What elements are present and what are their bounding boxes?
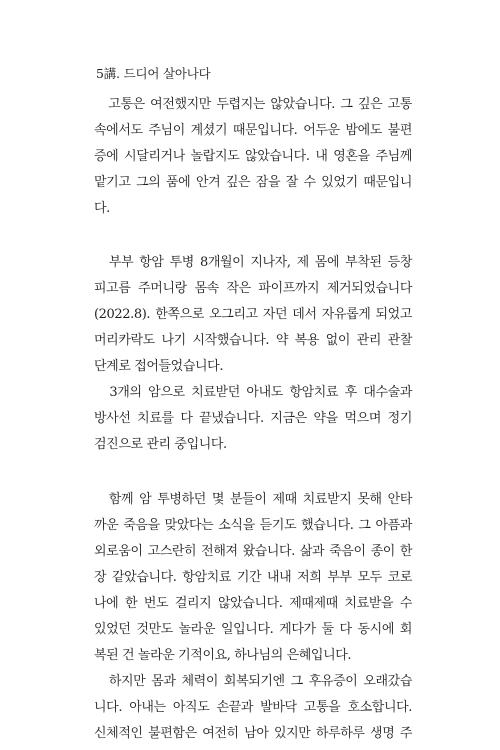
body-line: 함께 암 투병하던 몇 분들이 제때 치료받지 못해 안타 (94, 492, 412, 507)
body-line: 검진으로 관리 중입니다. (94, 437, 227, 452)
body-line: 외로움이 고스란히 전해져 왔습니다. 삶과 죽음이 종이 한 (94, 544, 412, 559)
body-line: 장 같았습니다. 항암치료 기간 내내 저희 부부 모두 코로 (94, 570, 412, 585)
body-line: 복된 건 놀라운 기적이요, 하나님의 은혜입니다. (94, 648, 352, 663)
body-line: 나에 한 번도 걸리지 않았습니다. 제때제때 치료받을 수 (94, 596, 412, 611)
body-line: 방사선 치료를 다 끝냈습니다. 지금은 약을 먹으며 정기 (94, 411, 412, 426)
chapter-title: 5講. 드디어 살아나다 (96, 66, 211, 81)
body-line: 맡기고 그의 품에 안겨 깊은 잠을 잘 수 있었기 때문입니 (94, 175, 412, 190)
body-line: (2022.8). 한쪽으로 오그리고 자던 데서 자유롭게 되었고 (94, 307, 412, 322)
body-line: 있었던 것만도 놀라운 일입니다. 게다가 둘 다 동시에 회 (94, 622, 412, 637)
body-line: 하지만 몸과 체력이 회복되기엔 그 후유증이 오래갔습 (94, 674, 412, 689)
body-line: 머리카락도 나기 시작했습니다. 약 복용 없이 관리 관찰 (94, 333, 412, 348)
body-line: 까운 죽음을 맞았다는 소식을 듣기도 했습니다. 그 아픔과 (94, 518, 412, 533)
body-line: 속에서도 주님이 계셨기 때문입니다. 어두운 밤에도 불편 (94, 123, 412, 138)
body-line: 신체적인 불편함은 여전히 남아 있지만 하루하루 생명 주 (94, 726, 412, 741)
body-line: 부부 항암 투병 8개월이 지나자, 제 몸에 부착된 등창 (94, 255, 412, 270)
body-line: 니다. 아내는 아직도 손끝과 발바닥 고통을 호소합니다. (94, 700, 412, 715)
body-line: 고통은 여전했지만 두렵지는 않았습니다. 그 깊은 고통 (94, 97, 412, 112)
body-line: 피고름 주머니랑 몸속 작은 파이프까지 제거되었습니다 (94, 281, 412, 296)
body-line: 다. (94, 201, 110, 216)
book-page (94, 0, 412, 750)
body-line: 3개의 암으로 치료받던 아내도 항암치료 후 대수술과 (94, 385, 412, 400)
body-line: 단계로 접어들었습니다. (94, 359, 224, 374)
body-line: 증에 시달리거나 놀랍지도 않았습니다. 내 영혼을 주님께 (94, 149, 412, 164)
